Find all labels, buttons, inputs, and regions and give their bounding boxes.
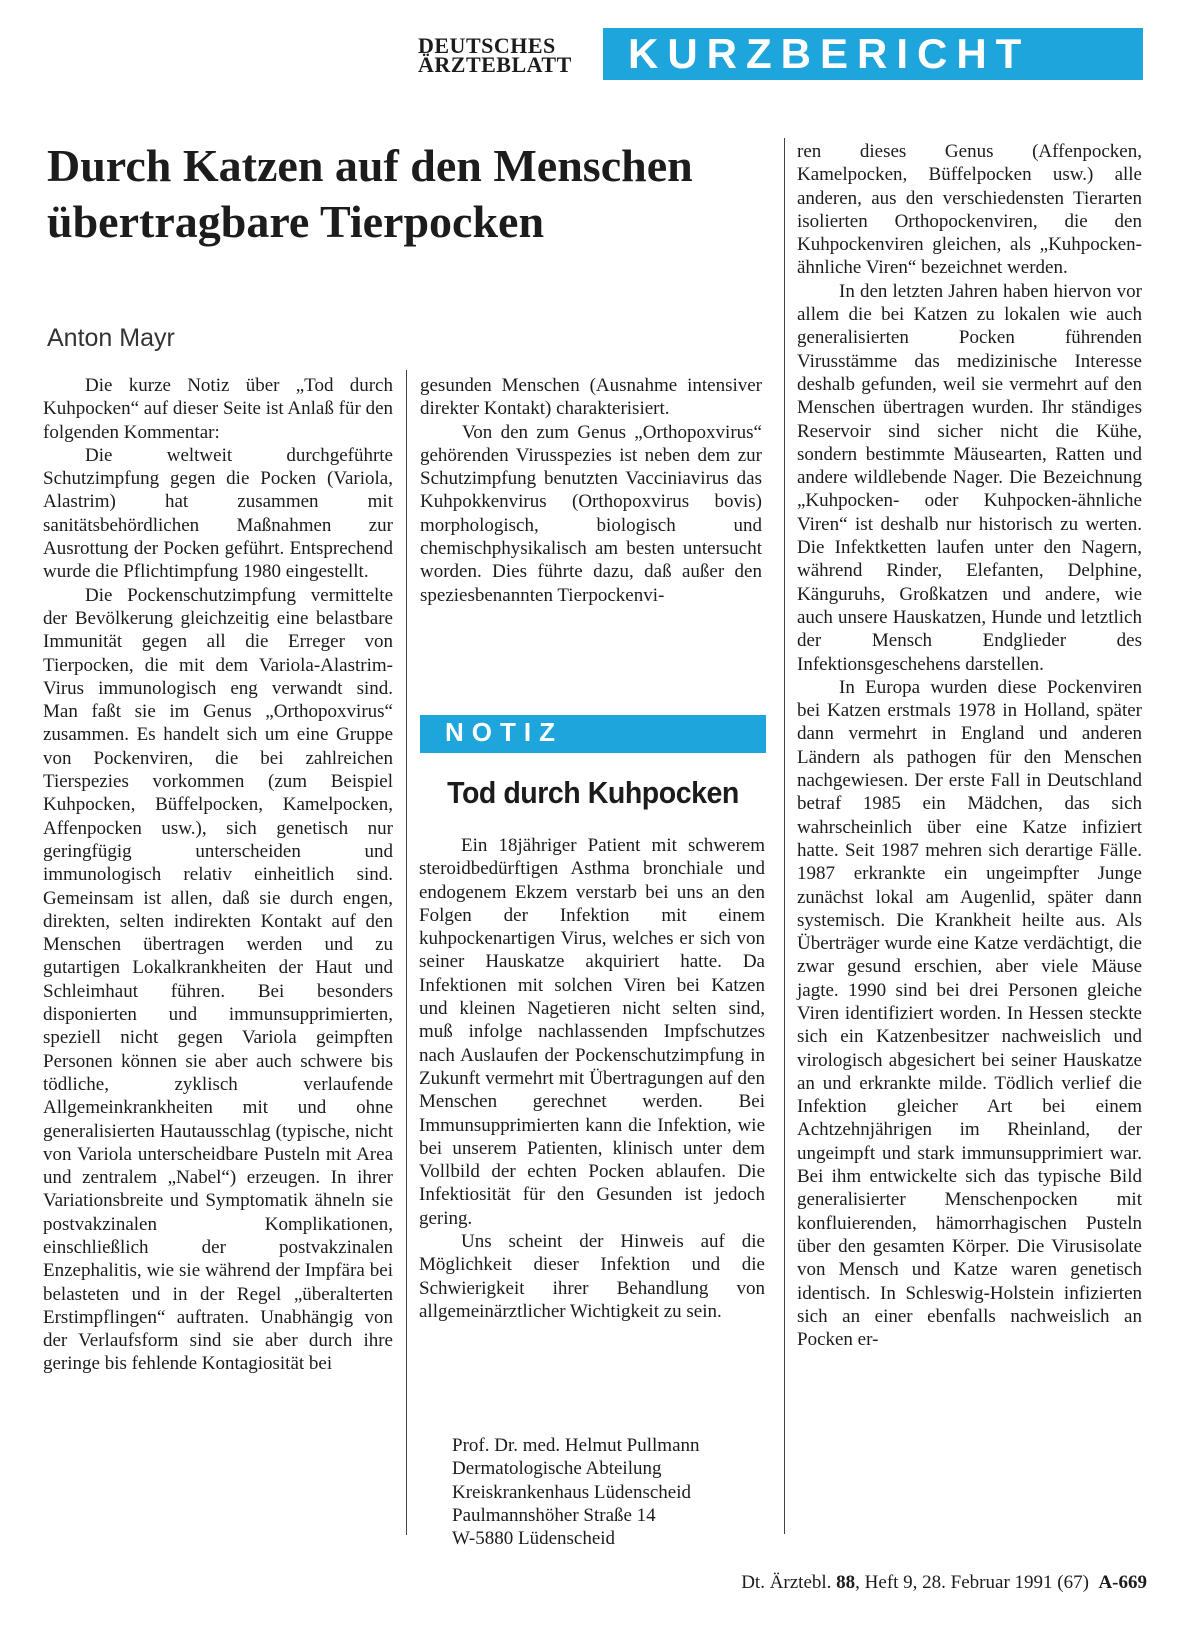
footer-page-number: A-669 [1098,1572,1147,1593]
paragraph: gesunden Menschen (Ausnahme intensiver direkter Kontakt) charakterisiert. [420,375,762,420]
journal-masthead [418,33,593,77]
paragraph: ren dieses Genus (Affenpocken, Kamelpocken, Büffelpocken usw.) alle anderen, aus den verschiedensten Tierarten isolierten Orthopockenviren, die den Kuhpockenviren gleichen, als „Kuhpocken-ähnliche Viren“ bezeichnet werden. [797,141,1142,279]
article-title: Durch Katzen auf den Menschen übertragbare Tierpocken [47,140,693,247]
masthead-line-2: ÄRZTEBLATT [418,52,572,77]
column-divider [406,370,407,1535]
paragraph: Uns scheint der Hinweis auf die Möglichkeit dieser Infektion und die Schwierigkeit ihrer Behandlung von allgemeinärztlicher Wichtigkeit zu sein. [419,1231,765,1322]
paragraph: Von den zum Genus „Orthopoxvirus“ gehörenden Virusspezies ist neben dem zur Schutzimpfung benutzten Vacciniavirus das Kuhpokkenvirus (Orthopoxvirus bovis) morphologisch, biologisch und chemischphysikalisch am besten untersucht worden. Dies führte dazu, daß außer den speziesbenannten Tierpockenvi- [420,421,762,606]
paragraph: Die kurze Notiz über „Tod durch Kuhpocken“ auf dieser Seite ist Anlaß für den folgenden Kommentar: [43,375,393,443]
signature-line: Dermatologische Abteilung [452,1458,662,1480]
signature-line: Paulmannshöher Straße 14 [452,1504,656,1526]
notiz-title: Tod durch Kuhpocken [447,775,739,810]
signature-line: Prof. Dr. med. Helmut Pullmann [452,1435,700,1456]
column-divider [784,138,785,1534]
signature-line: W-5880 Lüdenscheid [452,1528,616,1550]
section-label: KURZBERICHT [628,30,1031,77]
paragraph: Die weltweit durchgeführte Schutzimpfung gegen die Pocken (Variola, Alastrim) hat zusammen mit sanitätsbehördlichen Maßnahmen zur Ausrottung der Pocken geführt. Entsprechend wurde die Pflichtimpfung 1980 eingestellt. [43,444,393,583]
article-author: Anton Mayr [47,324,175,352]
paragraph: Die Pockenschutzimpfung vermittelte der Bevölkerung gleichzeitig eine belastbare Immunität gegen all die Erreger von Tierpocken, die mit dem Variola-Alastrim-Virus immunologisch eng verwandt sind. Man faßt sie im Genus „Orthopoxvirus“ zusammen. Es handelt sich um eine Gruppe von Pockenviren, die bei zahlreichen Tierspezies vorkommen (zum Beispiel Kuhpocken, Büffelpocken, Kamelpocken, Affenpocken usw.), sich genetisch nur geringfügig unterscheiden und immunologisch relativ einheitlich sind. Gemeinsam ist allen, daß sie durch engen, direkten, selten indirekten Kontakt auf den Menschen übertragen werden und zu gutartigen Lokalkrankheiten der Haut und Schleimhaut führen. Bei besonders disponierten und immunsupprimierten, speziell nicht gegen Variola geimpften Personen können sie aber auch schwere bis tödliche, zyklisch verlaufende Allgemeinkrankheiten mit und ohne generalisierten Hautausschlag (typische, nicht von Variola unterscheidbare Pusteln mit Area und zentralem „Nabel“) erzeugen. In ihrer Variationsbreite und Symptomatik ähneln sie postvakzinalen Komplikationen, einschließlich der postvakzinalen Enzephalitis, wie sie während der Impfära bei belasteten und in der Regel „überalterten Erstimpflingen“ auftraten. Unabhängig von der Verlaufsform sind sie aber durch ihre geringe bis fehlende Kontagiosität bei [43,584,393,1375]
paragraph: Ein 18jähriger Patient mit schwerem steroidbedürftigen Asthma bronchiale und endogenem Ekzem verstarb bei uns an den Folgen der Infektion mit einem kuhpockenartigen Virus, welches er sich von seiner Hauskatze akquiriert hatte. Da Infektionen mit solchen Viren bei Katzen und kleinen Nagetieren nicht selten sind, muß infolge nachlassenden Impfschutzes nach Auslaufen der Pockenschutzimpfung in Zukunft vermehrt mit Übertragungen auf den Menschen gerechnet werden. Bei Immunsupprimierten kann die Infektion, wie bei unserem Patienten, klinisch unter dem Vollbild der echten Pocken ablaufen. Die Infektiosität für den Gesunden ist jedoch gering. [419,835,765,1229]
paragraph: In Europa wurden diese Pockenviren bei Katzen erstmals 1978 in Holland, später dann vermehrt in England und anderen Ländern als pathogen für den Menschen nachgewiesen. Der erste Fall in Deutschland betraf 1985 ein Mädchen, das sich wahrscheinlich über eine Katze infiziert hatte. Seit 1987 mehren sich derartige Fälle. 1987 erkrankte ein ungeimpfter Junge zunächst lokal am Augenlid, später dann systemisch. Die Krankheit heilte aus. Als Überträger wurde eine Katze verdächtigt, die zwar gesund erschien, aber viele Mäuse jagte. 1990 sind bei drei Personen gleiche Viren identifiziert worden. In Hessen steckte sich ein Katzenbesitzer nachweislich und virologisch abgesichert bei seiner Hauskatze an und erkrankte milde. Tödlich verlief die Infektion gleicher Art bei einem Achtzehnjährigen im Rheinland, der ungeimpft und stark immunsupprimiert war. Bei ihm entwickelte sich das typische Bild generalisierter Menschenpocken mit konfluierenden, hämorrhagischen Pusteln über den gesamten Körper. Die Virusisolate von Mensch und Katze waren genetisch identisch. In Schleswig-Holstein infizierten sich an einer ebenfalls nachweislich an Pocken er- [797,676,1142,1351]
page-footer [741,1572,1147,1594]
article-column-left [43,374,393,1376]
notiz-signature [452,1434,772,1550]
article-column-right [797,140,1142,1351]
article-column-middle [420,374,762,607]
notiz-label: NOTIZ [445,717,563,747]
footer-journal: Dt. Ärztebl. [741,1572,832,1593]
paragraph: In den letzten Jahren haben hiervon vor allem die bei Katzen zu lokalen wie auch generalisierten Pocken führenden Virusstämme das medizinische Interesse deshalb gefunden, weil sie vermehrt auf den Menschen übertragen wurden. Ihr ständiges Reservoir sind sicher nicht die Kühe, sondern bestimmte Mäusearten, Ratten und andere wildlebende Nager. Die Bezeichnung „Kuhpocken- oder Kuhpocken-ähnliche Viren“ ist deshalb nur historisch zu werten. Die Infektketten laufen unter den Nagern, während Rinder, Elefanten, Delphine, Känguruhs, Großkatzen und andere, wie auch unsere Hauskatzen, Hunde und letztlich der Mensch Endglieder des Infektionsgeschehens darstellen. [797,280,1142,675]
footer-volume: 88 [836,1572,856,1593]
footer-issue-date: , Heft 9, 28. Februar 1991 (67) [855,1572,1089,1593]
notiz-body [419,834,765,1323]
masthead-line-1: DEUTSCHES [418,33,556,58]
signature-line: Kreiskrankenhaus Lüdenscheid [452,1481,692,1503]
